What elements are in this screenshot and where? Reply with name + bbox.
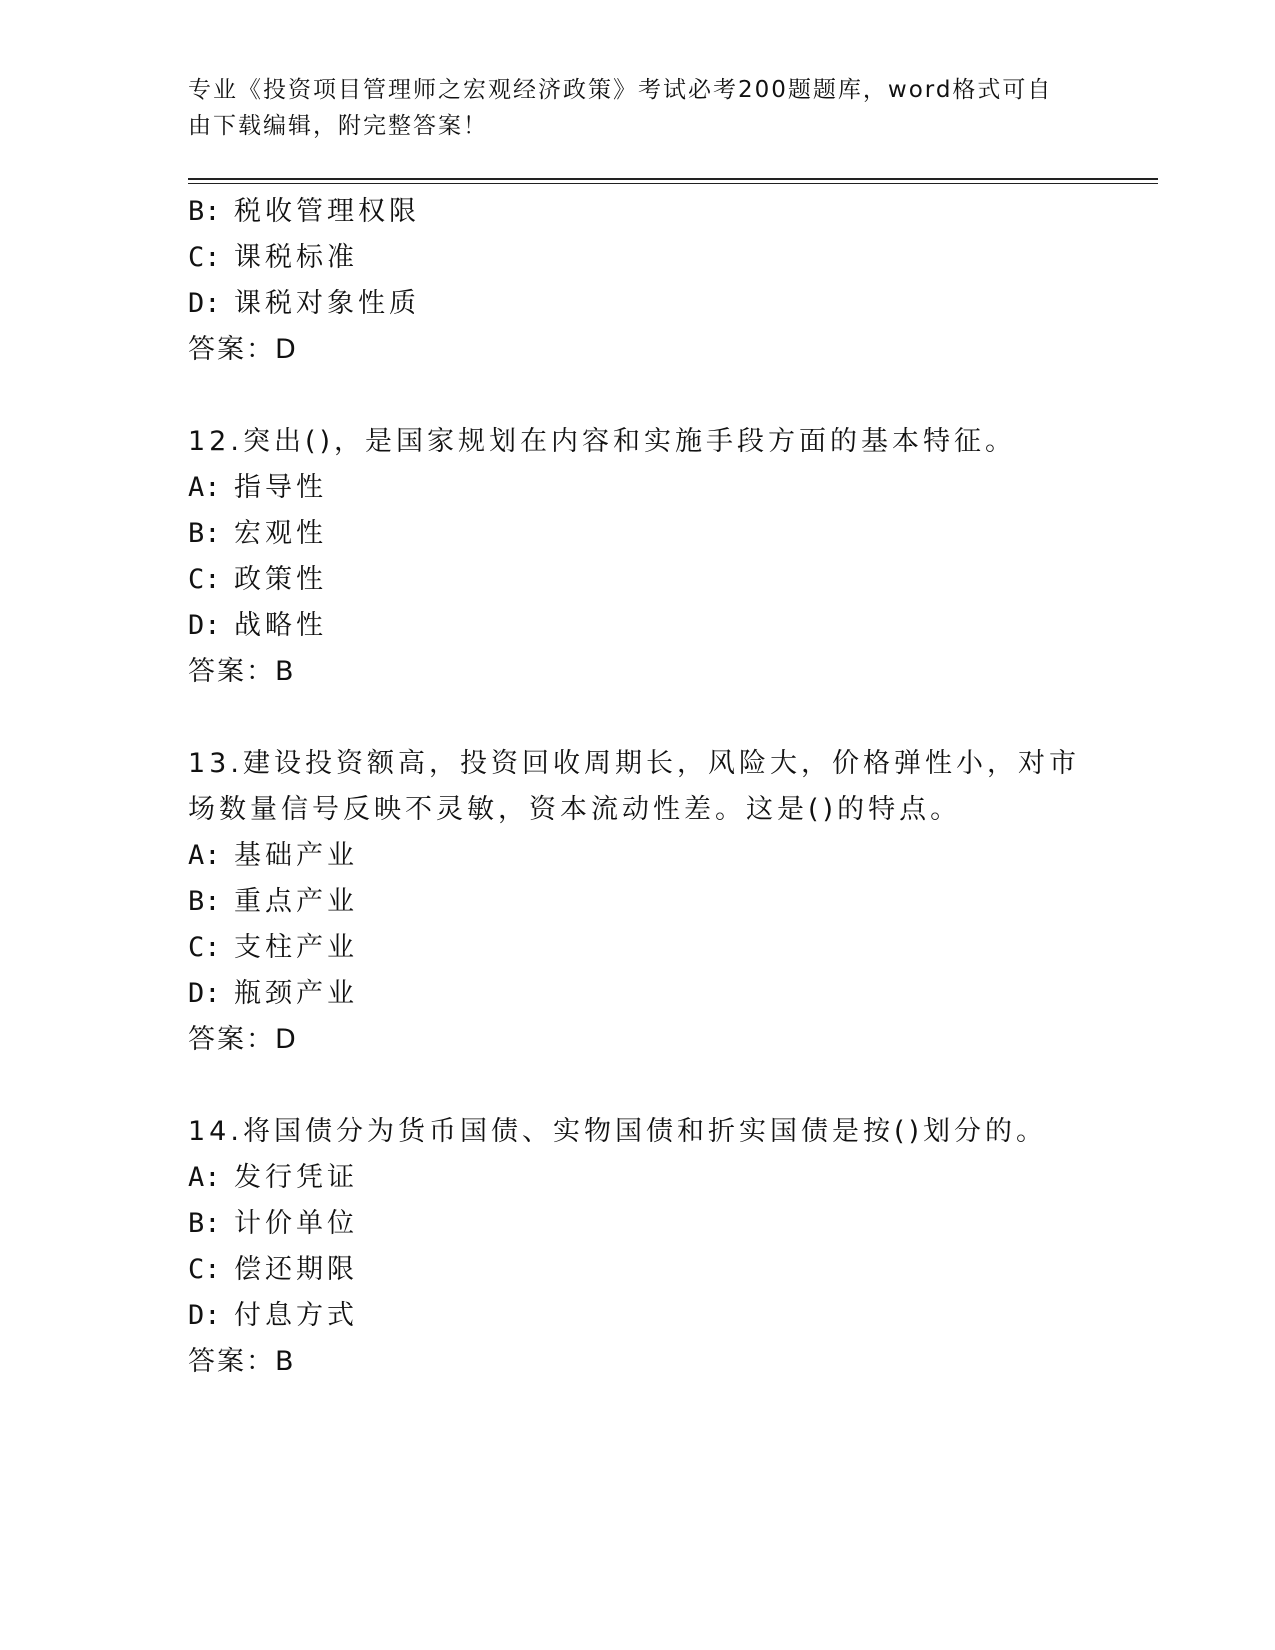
option-d [188,971,1088,1017]
option-a [188,1155,1088,1201]
option-text: 课税标准 [234,242,358,273]
option-d [188,1293,1088,1339]
header-divider-thin [188,183,1158,184]
option-b [188,189,1088,235]
option-text: 战略性 [234,610,327,641]
block-spacer [188,1063,1088,1109]
answer-line: 答案：B [188,656,296,687]
option-text: 课税对象性质 [234,288,420,319]
answer-line: 答案：D [188,334,298,365]
answer-line: 答案：B [188,1346,296,1377]
option-text: 付息方式 [234,1300,358,1331]
option-text: 发行凭证 [234,1162,358,1193]
question-text: 13.建设投资额高，投资回收周期长，风险大，价格弹性小，对市场数量信号反映不灵敏，资本流动性差。这是()的特点。 [188,748,1080,825]
option-text: 偿还期限 [234,1254,358,1285]
block-spacer [188,373,1088,419]
document-header: 专业《投资项目管理师之宏观经济政策》考试必考200题题库，word格式可自由下载编辑，附完整答案！ [188,77,1053,139]
option-text: 宏观性 [234,518,327,549]
block-spacer [188,695,1088,741]
option-b [188,511,1088,557]
option-text: 重点产业 [234,886,358,917]
header-divider-thick [188,178,1158,180]
option-d [188,603,1088,649]
option-c [188,925,1088,971]
option-text: 指导性 [234,472,327,503]
option-letter: A: [188,840,221,871]
question-text: 14.将国债分为货币国债、实物国债和折实国债是按()划分的。 [188,1116,1048,1147]
option-c [188,235,1088,281]
option-text: 基础产业 [234,840,358,871]
option-d [188,281,1088,327]
option-text: 支柱产业 [234,932,358,963]
option-c [188,557,1088,603]
option-c [188,1247,1088,1293]
option-letter: D: [188,978,221,1009]
option-letter: B: [188,886,221,917]
question-text: 12.突出()，是国家规划在内容和实施手段方面的基本特征。 [188,426,1017,457]
question-block-14 [188,1109,1088,1385]
question-list [188,189,1088,1385]
option-letter: C: [188,1254,221,1285]
option-letter: C: [188,932,221,963]
option-letter: A: [188,472,221,503]
option-letter: C: [188,564,221,595]
option-text: 瓶颈产业 [234,978,358,1009]
question-block-13 [188,741,1088,1063]
option-a [188,833,1088,879]
answer-line: 答案：D [188,1024,298,1055]
option-b [188,1201,1088,1247]
option-text: 税收管理权限 [234,196,420,227]
question-block-12 [188,419,1088,695]
option-a [188,465,1088,511]
option-letter: B: [188,1208,221,1239]
option-text: 政策性 [234,564,327,595]
option-letter: A: [188,1162,221,1193]
option-letter: D: [188,610,221,641]
option-letter: B: [188,196,221,227]
option-letter: D: [188,288,221,319]
option-letter: C: [188,242,221,273]
option-letter: D: [188,1300,221,1331]
option-b [188,879,1088,925]
option-text: 计价单位 [234,1208,358,1239]
question-block-continued [188,189,1088,373]
option-letter: B: [188,518,221,549]
